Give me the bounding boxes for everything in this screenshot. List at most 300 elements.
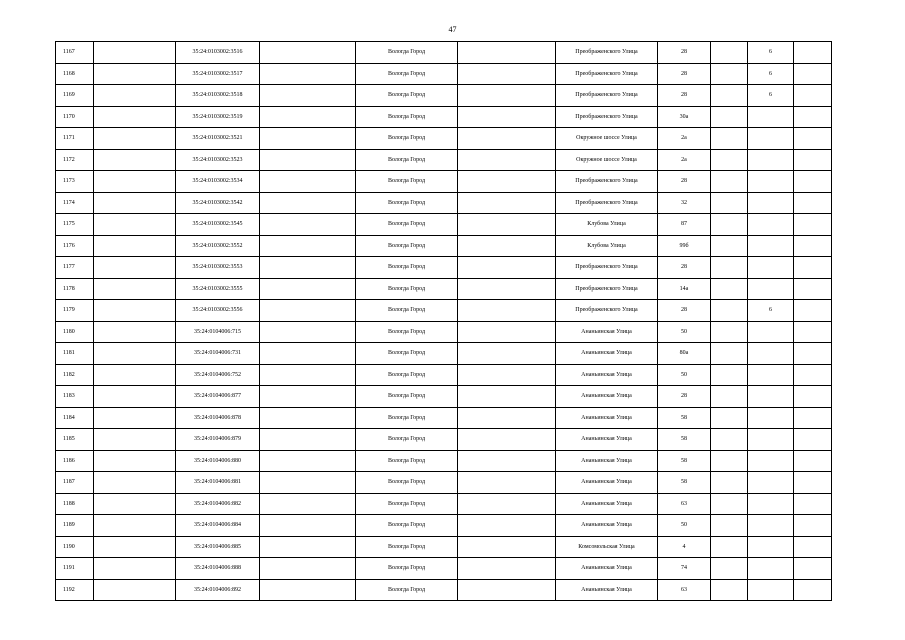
empty-cell: [94, 558, 176, 580]
apartment-cell: [748, 429, 794, 451]
row-number-cell: 1175: [56, 214, 94, 236]
building-cell: [711, 386, 748, 408]
cadastral-number-cell: 35:24:0104006:885: [176, 536, 260, 558]
table-row: [56, 42, 832, 64]
empty-cell: [458, 407, 556, 429]
city-cell: Вологда Город: [356, 493, 458, 515]
empty-cell: [260, 235, 356, 257]
house-number-cell: 63: [658, 579, 711, 601]
cadastral-number-cell: 35:24:0104006:892: [176, 579, 260, 601]
building-cell: [711, 192, 748, 214]
building-cell: [711, 536, 748, 558]
street-cell: Ананьинская Улица: [556, 450, 658, 472]
empty-cell: [94, 214, 176, 236]
city-cell: Вологда Город: [356, 321, 458, 343]
building-cell: [711, 407, 748, 429]
apartment-cell: [748, 106, 794, 128]
house-number-cell: 63: [658, 493, 711, 515]
building-cell: [711, 429, 748, 451]
house-number-cell: 50: [658, 515, 711, 537]
row-number-cell: 1188: [56, 493, 94, 515]
city-cell: Вологда Город: [356, 386, 458, 408]
street-cell: Преображенского Улица: [556, 42, 658, 64]
empty-cell: [260, 149, 356, 171]
cadastral-number-cell: 35:24:0103002:3534: [176, 171, 260, 193]
cadastral-number-cell: 35:24:0104006:879: [176, 429, 260, 451]
apartment-cell: [748, 257, 794, 279]
apartment-cell: [748, 192, 794, 214]
row-number-cell: 1170: [56, 106, 94, 128]
house-number-cell: 28: [658, 63, 711, 85]
empty-cell: [794, 149, 832, 171]
table-row: [56, 63, 832, 85]
house-number-cell: 28: [658, 257, 711, 279]
building-cell: [711, 106, 748, 128]
row-number-cell: 1179: [56, 300, 94, 322]
empty-cell: [94, 343, 176, 365]
city-cell: Вологда Город: [356, 407, 458, 429]
empty-cell: [794, 579, 832, 601]
city-cell: Вологда Город: [356, 42, 458, 64]
empty-cell: [94, 257, 176, 279]
apartment-cell: [748, 171, 794, 193]
apartment-cell: [748, 407, 794, 429]
cadastral-number-cell: 35:24:0103002:3523: [176, 149, 260, 171]
empty-cell: [260, 386, 356, 408]
empty-cell: [260, 558, 356, 580]
empty-cell: [94, 171, 176, 193]
house-number-cell: 74: [658, 558, 711, 580]
registry-table: [55, 41, 832, 601]
apartment-cell: [748, 214, 794, 236]
table-row: [56, 257, 832, 279]
city-cell: Вологда Город: [356, 128, 458, 150]
house-number-cell: 99б: [658, 235, 711, 257]
city-cell: Вологда Город: [356, 515, 458, 537]
table-row: [56, 450, 832, 472]
building-cell: [711, 321, 748, 343]
city-cell: Вологда Город: [356, 106, 458, 128]
cadastral-number-cell: 35:24:0103002:3545: [176, 214, 260, 236]
empty-cell: [794, 493, 832, 515]
empty-cell: [794, 42, 832, 64]
empty-cell: [794, 128, 832, 150]
empty-cell: [260, 536, 356, 558]
empty-cell: [458, 558, 556, 580]
table-row: [56, 429, 832, 451]
cadastral-number-cell: 35:24:0104006:731: [176, 343, 260, 365]
apartment-cell: [748, 235, 794, 257]
empty-cell: [94, 42, 176, 64]
row-number-cell: 1167: [56, 42, 94, 64]
building-cell: [711, 493, 748, 515]
cadastral-number-cell: 35:24:0104006:884: [176, 515, 260, 537]
city-cell: Вологда Город: [356, 85, 458, 107]
street-cell: Преображенского Улица: [556, 106, 658, 128]
cadastral-number-cell: 35:24:0103002:3518: [176, 85, 260, 107]
apartment-cell: 6: [748, 300, 794, 322]
empty-cell: [94, 149, 176, 171]
house-number-cell: 50: [658, 321, 711, 343]
city-cell: Вологда Город: [356, 429, 458, 451]
empty-cell: [260, 343, 356, 365]
row-number-cell: 1171: [56, 128, 94, 150]
building-cell: [711, 128, 748, 150]
building-cell: [711, 214, 748, 236]
building-cell: [711, 149, 748, 171]
empty-cell: [260, 42, 356, 64]
street-cell: Ананьинская Улица: [556, 493, 658, 515]
apartment-cell: 6: [748, 42, 794, 64]
empty-cell: [94, 407, 176, 429]
empty-cell: [458, 321, 556, 343]
house-number-cell: 28: [658, 386, 711, 408]
cadastral-number-cell: 35:24:0103002:3521: [176, 128, 260, 150]
street-cell: Ананьинская Улица: [556, 343, 658, 365]
empty-cell: [260, 171, 356, 193]
empty-cell: [260, 63, 356, 85]
apartment-cell: [748, 364, 794, 386]
empty-cell: [794, 257, 832, 279]
row-number-cell: 1173: [56, 171, 94, 193]
empty-cell: [458, 149, 556, 171]
house-number-cell: 58: [658, 429, 711, 451]
empty-cell: [94, 386, 176, 408]
apartment-cell: 6: [748, 85, 794, 107]
street-cell: Ананьинская Улица: [556, 515, 658, 537]
city-cell: Вологда Город: [356, 278, 458, 300]
building-cell: [711, 171, 748, 193]
table-row: [56, 85, 832, 107]
city-cell: Вологда Город: [356, 149, 458, 171]
building-cell: [711, 300, 748, 322]
empty-cell: [794, 300, 832, 322]
city-cell: Вологда Город: [356, 235, 458, 257]
empty-cell: [458, 343, 556, 365]
table-row: [56, 128, 832, 150]
empty-cell: [260, 450, 356, 472]
city-cell: Вологда Город: [356, 558, 458, 580]
empty-cell: [260, 128, 356, 150]
table-row: [56, 579, 832, 601]
cadastral-number-cell: 35:24:0104006:880: [176, 450, 260, 472]
table-row: [56, 214, 832, 236]
cadastral-number-cell: 35:24:0104006:878: [176, 407, 260, 429]
empty-cell: [794, 536, 832, 558]
empty-cell: [458, 300, 556, 322]
building-cell: [711, 85, 748, 107]
row-number-cell: 1172: [56, 149, 94, 171]
row-number-cell: 1187: [56, 472, 94, 494]
building-cell: [711, 515, 748, 537]
empty-cell: [794, 343, 832, 365]
empty-cell: [794, 85, 832, 107]
empty-cell: [458, 128, 556, 150]
apartment-cell: [748, 515, 794, 537]
empty-cell: [94, 106, 176, 128]
empty-cell: [458, 235, 556, 257]
apartment-cell: [748, 472, 794, 494]
house-number-cell: 28: [658, 300, 711, 322]
empty-cell: [94, 364, 176, 386]
empty-cell: [794, 407, 832, 429]
row-number-cell: 1184: [56, 407, 94, 429]
empty-cell: [260, 257, 356, 279]
empty-cell: [794, 429, 832, 451]
row-number-cell: 1174: [56, 192, 94, 214]
apartment-cell: [748, 579, 794, 601]
empty-cell: [94, 85, 176, 107]
cadastral-number-cell: 35:24:0103002:3542: [176, 192, 260, 214]
table-row: [56, 171, 832, 193]
registry-table-body: [56, 42, 832, 601]
building-cell: [711, 63, 748, 85]
table-row: [56, 536, 832, 558]
table-row: [56, 106, 832, 128]
empty-cell: [458, 429, 556, 451]
street-cell: Ананьинская Улица: [556, 321, 658, 343]
empty-cell: [94, 493, 176, 515]
row-number-cell: 1183: [56, 386, 94, 408]
empty-cell: [458, 579, 556, 601]
empty-cell: [458, 472, 556, 494]
city-cell: Вологда Город: [356, 214, 458, 236]
empty-cell: [260, 85, 356, 107]
empty-cell: [94, 321, 176, 343]
cadastral-number-cell: 35:24:0104006:752: [176, 364, 260, 386]
table-row: [56, 343, 832, 365]
house-number-cell: 32: [658, 192, 711, 214]
street-cell: Преображенского Улица: [556, 278, 658, 300]
street-cell: Ананьинская Улица: [556, 386, 658, 408]
empty-cell: [94, 429, 176, 451]
empty-cell: [260, 214, 356, 236]
apartment-cell: [748, 536, 794, 558]
city-cell: Вологда Город: [356, 171, 458, 193]
table-row: [56, 407, 832, 429]
apartment-cell: [748, 493, 794, 515]
cadastral-number-cell: 35:24:0104006:882: [176, 493, 260, 515]
house-number-cell: 28: [658, 42, 711, 64]
empty-cell: [260, 472, 356, 494]
empty-cell: [94, 579, 176, 601]
empty-cell: [260, 493, 356, 515]
building-cell: [711, 558, 748, 580]
house-number-cell: 14а: [658, 278, 711, 300]
city-cell: Вологда Город: [356, 63, 458, 85]
table-row: [56, 235, 832, 257]
empty-cell: [794, 235, 832, 257]
empty-cell: [260, 515, 356, 537]
empty-cell: [94, 235, 176, 257]
street-cell: Комсомольская Улица: [556, 536, 658, 558]
empty-cell: [794, 278, 832, 300]
house-number-cell: 80а: [658, 343, 711, 365]
house-number-cell: 58: [658, 407, 711, 429]
apartment-cell: [748, 450, 794, 472]
table-row: [56, 149, 832, 171]
empty-cell: [260, 300, 356, 322]
empty-cell: [794, 386, 832, 408]
street-cell: Преображенского Улица: [556, 171, 658, 193]
city-cell: Вологда Город: [356, 472, 458, 494]
empty-cell: [794, 192, 832, 214]
empty-cell: [94, 300, 176, 322]
street-cell: Ананьинская Улица: [556, 429, 658, 451]
cadastral-number-cell: 35:24:0104006:888: [176, 558, 260, 580]
building-cell: [711, 472, 748, 494]
table-row: [56, 558, 832, 580]
street-cell: Окружное шоссе Улица: [556, 128, 658, 150]
building-cell: [711, 42, 748, 64]
empty-cell: [458, 63, 556, 85]
page-number: 47: [448, 25, 457, 34]
row-number-cell: 1181: [56, 343, 94, 365]
street-cell: Ананьинская Улица: [556, 579, 658, 601]
empty-cell: [794, 472, 832, 494]
apartment-cell: [748, 321, 794, 343]
cadastral-number-cell: 35:24:0103002:3552: [176, 235, 260, 257]
row-number-cell: 1191: [56, 558, 94, 580]
city-cell: Вологда Город: [356, 364, 458, 386]
empty-cell: [94, 515, 176, 537]
empty-cell: [794, 515, 832, 537]
empty-cell: [260, 278, 356, 300]
cadastral-number-cell: 35:24:0104006:877: [176, 386, 260, 408]
cadastral-number-cell: 35:24:0103002:3553: [176, 257, 260, 279]
empty-cell: [794, 171, 832, 193]
house-number-cell: 87: [658, 214, 711, 236]
street-cell: Ананьинская Улица: [556, 558, 658, 580]
building-cell: [711, 278, 748, 300]
row-number-cell: 1192: [56, 579, 94, 601]
apartment-cell: [748, 128, 794, 150]
empty-cell: [94, 278, 176, 300]
empty-cell: [260, 321, 356, 343]
table-row: [56, 515, 832, 537]
house-number-cell: 58: [658, 450, 711, 472]
apartment-cell: [748, 278, 794, 300]
empty-cell: [794, 558, 832, 580]
street-cell: Преображенского Улица: [556, 257, 658, 279]
house-number-cell: 4: [658, 536, 711, 558]
building-cell: [711, 579, 748, 601]
empty-cell: [458, 42, 556, 64]
empty-cell: [794, 214, 832, 236]
empty-cell: [94, 128, 176, 150]
table-row: [56, 300, 832, 322]
empty-cell: [260, 192, 356, 214]
street-cell: Ананьинская Улица: [556, 364, 658, 386]
house-number-cell: 28: [658, 85, 711, 107]
cadastral-number-cell: 35:24:0103002:3517: [176, 63, 260, 85]
empty-cell: [458, 493, 556, 515]
building-cell: [711, 364, 748, 386]
building-cell: [711, 343, 748, 365]
empty-cell: [260, 579, 356, 601]
row-number-cell: 1182: [56, 364, 94, 386]
apartment-cell: 6: [748, 63, 794, 85]
street-cell: Преображенского Улица: [556, 300, 658, 322]
house-number-cell: 30а: [658, 106, 711, 128]
empty-cell: [458, 364, 556, 386]
empty-cell: [458, 278, 556, 300]
empty-cell: [458, 171, 556, 193]
empty-cell: [94, 192, 176, 214]
row-number-cell: 1189: [56, 515, 94, 537]
table-row: [56, 192, 832, 214]
city-cell: Вологда Город: [356, 192, 458, 214]
building-cell: [711, 450, 748, 472]
apartment-cell: [748, 558, 794, 580]
street-cell: Ананьинская Улица: [556, 407, 658, 429]
city-cell: Вологда Город: [356, 536, 458, 558]
street-cell: Клубова Улица: [556, 235, 658, 257]
city-cell: Вологда Город: [356, 343, 458, 365]
empty-cell: [94, 450, 176, 472]
empty-cell: [458, 85, 556, 107]
cadastral-number-cell: 35:24:0103002:3519: [176, 106, 260, 128]
row-number-cell: 1186: [56, 450, 94, 472]
city-cell: Вологда Город: [356, 450, 458, 472]
city-cell: Вологда Город: [356, 257, 458, 279]
house-number-cell: 2а: [658, 128, 711, 150]
street-cell: Окружное шоссе Улица: [556, 149, 658, 171]
empty-cell: [260, 364, 356, 386]
street-cell: Клубова Улица: [556, 214, 658, 236]
apartment-cell: [748, 343, 794, 365]
empty-cell: [260, 407, 356, 429]
city-cell: Вологда Город: [356, 579, 458, 601]
empty-cell: [458, 515, 556, 537]
cadastral-number-cell: 35:24:0103002:3555: [176, 278, 260, 300]
cadastral-number-cell: 35:24:0103002:3516: [176, 42, 260, 64]
row-number-cell: 1180: [56, 321, 94, 343]
empty-cell: [794, 106, 832, 128]
row-number-cell: 1176: [56, 235, 94, 257]
cadastral-number-cell: 35:24:0104006:715: [176, 321, 260, 343]
table-row: [56, 364, 832, 386]
empty-cell: [794, 321, 832, 343]
table-row: [56, 472, 832, 494]
street-cell: Преображенского Улица: [556, 85, 658, 107]
city-cell: Вологда Город: [356, 300, 458, 322]
house-number-cell: 58: [658, 472, 711, 494]
row-number-cell: 1177: [56, 257, 94, 279]
empty-cell: [458, 386, 556, 408]
street-cell: Ананьинская Улица: [556, 472, 658, 494]
house-number-cell: 28: [658, 171, 711, 193]
table-row: [56, 386, 832, 408]
empty-cell: [94, 63, 176, 85]
house-number-cell: 2а: [658, 149, 711, 171]
building-cell: [711, 257, 748, 279]
empty-cell: [94, 472, 176, 494]
empty-cell: [260, 429, 356, 451]
row-number-cell: 1169: [56, 85, 94, 107]
row-number-cell: 1178: [56, 278, 94, 300]
empty-cell: [94, 536, 176, 558]
empty-cell: [458, 536, 556, 558]
apartment-cell: [748, 386, 794, 408]
empty-cell: [794, 63, 832, 85]
street-cell: Преображенского Улица: [556, 63, 658, 85]
table-row: [56, 321, 832, 343]
empty-cell: [458, 106, 556, 128]
empty-cell: [458, 214, 556, 236]
empty-cell: [794, 450, 832, 472]
table-row: [56, 493, 832, 515]
